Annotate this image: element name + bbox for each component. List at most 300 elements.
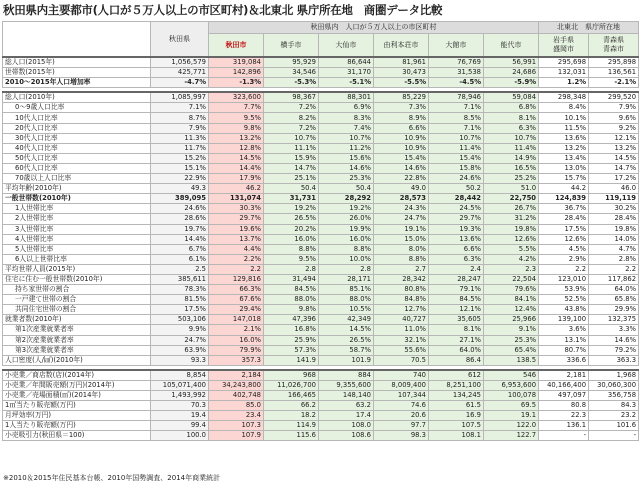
table-cell: 25.1% [264,174,319,184]
table-cell: - [589,431,639,441]
table-cell: 25.3% [319,174,374,184]
table-cell: 81.5% [151,295,209,305]
table-cell: 323,600 [209,92,264,103]
table-cell: 32.1% [374,335,429,345]
table-cell: 4.7% [589,244,639,254]
table-cell: 17.9% [209,174,264,184]
table-cell: 40,727 [374,315,429,325]
table-cell: 19.1% [374,224,429,234]
table-row [3,194,639,204]
table-cell: 88,301 [319,92,374,103]
table-cell: 9.8% [264,305,319,315]
table-cell: -5.5% [374,78,429,88]
table-cell: 31,494 [264,274,319,284]
table-cell: 8.7% [151,113,209,123]
table-cell: 336.6 [539,355,589,365]
row-label: 小売業／年間販売額(万円)(2014年) [3,380,151,390]
table-cell: 8.3% [319,113,374,123]
row-label: 共同住宅世帯の割合 [3,305,151,315]
table-cell: 7.2% [264,123,319,133]
table-cell: 132,031 [539,68,589,78]
table-cell: 2.9% [539,254,589,264]
table-cell: 2.1% [209,325,264,335]
table-cell: 132,375 [589,315,639,325]
table-cell: 7.9% [589,103,639,113]
table-cell: 24,686 [484,68,539,78]
table-cell: 10.9% [374,133,429,143]
table-cell: 42,349 [319,315,374,325]
table-cell: 2.5 [151,264,209,274]
table-cell: 14.6% [589,335,639,345]
table-cell: 85.0 [209,401,264,411]
table-cell: 27.1% [429,335,484,345]
table-row [3,184,639,194]
table-cell: 22,750 [484,194,539,204]
table-cell: 74.6 [374,401,429,411]
row-label: 人口密度(人/㎢)(2010年) [3,355,151,365]
table-row [3,295,639,305]
table-cell: 85.1% [319,285,374,295]
table-cell: 2,181 [539,370,589,381]
table-cell: 389,095 [151,194,209,204]
table-cell: 63.9% [151,345,209,355]
table-cell: 363.3 [589,355,639,365]
table-row [3,174,639,184]
table-cell: 22.8% [374,174,429,184]
table-cell: -5.1% [319,78,374,88]
header-city: 由利本荘市 [374,34,429,58]
table-cell: 88.0% [319,295,374,305]
row-label: 総人口(2010年) [3,92,151,103]
table-cell: 57.3% [264,345,319,355]
table-cell: 79.9% [209,345,264,355]
table-cell: 148,140 [319,391,374,401]
table-cell: 15.9% [264,153,319,163]
table-cell: 56,991 [484,57,539,68]
table-cell: 117,862 [589,274,639,284]
table-cell: 63.2 [319,401,374,411]
table-cell: 99.4 [151,421,209,431]
table-cell: 356,758 [589,391,639,401]
row-label: 4人世帯比率 [3,234,151,244]
table-cell: 28,573 [374,194,429,204]
table-cell: 11.2% [319,143,374,153]
table-cell: 8.8% [264,244,319,254]
table-cell: 385,611 [151,274,209,284]
table-cell: 65.4% [484,345,539,355]
table-cell: 59,084 [484,92,539,103]
table-cell: 2.2 [209,264,264,274]
row-label: 40代人口比率 [3,143,151,153]
footnote: ※2010＆2015年住民基本台帳、2010年国勢調査、2014年商業統計 [3,474,221,482]
market-data-table [2,21,639,441]
table-cell: 7.4% [319,123,374,133]
table-cell: 4.5% [539,244,589,254]
table-cell: 80.7% [539,345,589,355]
table-cell: 6,953,600 [484,380,539,390]
table-cell: 55.6% [374,345,429,355]
table-cell: 13.6% [539,133,589,143]
table-cell: 28,342 [374,274,429,284]
table-cell: 29.9% [589,305,639,315]
table-cell: 29.7% [429,214,484,224]
table-cell: 44.2 [539,184,589,194]
table-cell: 76,769 [429,57,484,68]
table-cell: 12.6% [484,234,539,244]
table-cell: 14.5% [589,153,639,163]
header-city: 大館市 [429,34,484,58]
table-cell: 26.0% [319,214,374,224]
table-cell: 11.1% [264,143,319,153]
table-cell: 28,247 [429,274,484,284]
table-cell: 119,119 [589,194,639,204]
table-cell: 319,084 [209,57,264,68]
table-cell: -5.9% [484,78,539,88]
table-cell: 35,605 [429,315,484,325]
table-cell: 105,071,400 [151,380,209,390]
table-cell: 425,771 [151,68,209,78]
table-cell: 15.0% [374,234,429,244]
table-cell: 299,520 [589,92,639,103]
table-cell: 98.3 [374,431,429,441]
table-cell: 11.7% [151,143,209,153]
table-row [3,305,639,315]
table-row [3,431,639,441]
table-cell: 14.4% [151,234,209,244]
table-cell: 23.2 [589,411,639,421]
table-cell: 64.0% [589,285,639,295]
header-city: 能代市 [484,34,539,58]
table-cell: 6.7% [151,244,209,254]
header-blank [3,22,151,58]
table-cell: 86.4 [429,355,484,365]
table-cell: 11.3% [151,133,209,143]
table-cell: 16.0% [319,234,374,244]
table-cell: 30,060,300 [589,380,639,390]
row-label: 世帯数(2015年) [3,68,151,78]
table-cell: 9.8% [209,123,264,133]
table-cell: 28,171 [319,274,374,284]
table-cell: 19.8% [589,224,639,234]
table-cell: 29.7% [209,214,264,224]
header-city: 横手市 [264,34,319,58]
table-cell: -5.3% [264,78,319,88]
table-row [3,204,639,214]
table-cell: 100.0 [151,431,209,441]
row-label: 2010～2015年人口増加率 [3,78,151,88]
table-cell: 7.2% [264,103,319,113]
table-cell: -4.7% [151,78,209,88]
table-cell: 34,546 [264,68,319,78]
table-row [3,411,639,421]
table-cell: 2.8 [319,264,374,274]
table-cell: 2.3 [484,264,539,274]
table-cell: 298,348 [539,92,589,103]
table-cell: 10.5% [319,305,374,315]
table-cell: 14.6% [319,163,374,173]
table-cell: 19.4 [151,411,209,421]
table-cell: 15.6% [319,153,374,163]
table-cell: 17.5% [151,305,209,315]
table-row [3,68,639,78]
table-cell: 19.3% [429,224,484,234]
table-cell: 24.5% [429,204,484,214]
row-label: 60代人口比率 [3,163,151,173]
header-city: 岩手県 盛岡市 [539,34,589,58]
table-row [3,355,639,365]
table-cell: 36.7% [539,204,589,214]
row-label: 1人世帯比率 [3,204,151,214]
table-row [3,315,639,325]
table-cell: 81,961 [374,57,429,68]
table-cell: 84.3 [589,401,639,411]
table-cell: 8.8% [374,254,429,264]
table-cell: 122.7 [484,431,539,441]
table-cell: 1,968 [589,370,639,381]
row-label: 2人世帯比率 [3,214,151,224]
table-cell: 50.2 [429,184,484,194]
table-cell: 26.5% [319,335,374,345]
table-cell: 31.2% [484,214,539,224]
table-cell: -4.5% [429,78,484,88]
table-cell: 8.8% [319,244,374,254]
table-cell: 402,748 [209,391,264,401]
table-cell: 6.6% [374,123,429,133]
table-row [3,143,639,153]
table-cell: 1.2% [539,78,589,88]
table-row [3,380,639,390]
table-cell: 50.4 [319,184,374,194]
table-cell: 10.0% [319,254,374,264]
table-cell: 26.7% [484,204,539,214]
table-cell: 147,018 [209,315,264,325]
table-cell: 7.7% [209,103,264,113]
table-cell: 31,538 [429,68,484,78]
table-cell: 78,946 [429,92,484,103]
table-cell: 14.7% [264,163,319,173]
table-cell: 8.1% [429,325,484,335]
table-cell: 18.2 [264,411,319,421]
table-cell: 10.7% [484,133,539,143]
table-cell: 107.3 [209,421,264,431]
table-cell: 11.0% [374,325,429,335]
table-cell: 84.5% [264,285,319,295]
table-cell: 968 [264,370,319,381]
table-row [3,370,639,381]
table-cell: 22.9% [151,174,209,184]
table-cell: 93.3 [151,355,209,365]
table-cell: 12.1% [429,305,484,315]
table-cell: 16.8% [264,325,319,335]
row-label: 平均年齢(2010年) [3,184,151,194]
row-label: 第2次産業就業者率 [3,335,151,345]
table-cell: 12.1% [589,133,639,143]
table-cell: 61.5 [429,401,484,411]
table-cell: 2.8% [589,254,639,264]
table-cell: 136.1 [539,421,589,431]
row-label: 70歳以上人口比率 [3,174,151,184]
table-cell: 4.2% [484,254,539,264]
table-cell: 15.2% [151,153,209,163]
table-cell: 7.1% [429,123,484,133]
row-label: 就業者数(2010年) [3,315,151,325]
table-cell: 14.5% [319,325,374,335]
table-cell: 13.4% [539,153,589,163]
table-cell: 26.5% [264,214,319,224]
table-cell: 95,929 [264,57,319,68]
table-cell: 2.4 [429,264,484,274]
table-row [3,274,639,284]
table-cell: 295,898 [589,57,639,68]
row-label: 10代人口比率 [3,113,151,123]
row-label: 小売業／売場面積(㎡)(2014年) [3,391,151,401]
table-cell: 19.2% [264,204,319,214]
row-label: 50代人口比率 [3,153,151,163]
table-cell: 79.1% [429,285,484,295]
table-cell: 84.1% [484,295,539,305]
table-cell: 34,243,800 [209,380,264,390]
table-cell: 24.3% [374,204,429,214]
table-cell: 9.5% [209,113,264,123]
table-cell: 19.8% [484,224,539,234]
table-cell: - [539,431,589,441]
table-cell: 12.7% [374,305,429,315]
table-cell: 1,493,992 [151,391,209,401]
table-cell: 84.8% [374,295,429,305]
row-label: 小売吸引力(秋田県＝100) [3,431,151,441]
table-cell: 9.2% [589,123,639,133]
table-cell: 12.4% [484,305,539,315]
table-cell: 14.9% [484,153,539,163]
table-cell: 65.8% [589,295,639,305]
table-row [3,103,639,113]
table-cell: 6.9% [319,103,374,113]
table-cell: 8.9% [374,113,429,123]
table-cell: 29.4% [209,305,264,315]
table-cell: 30.2% [589,204,639,214]
row-label: 総人口(2015年) [3,57,151,68]
row-label: 0～9歳人口比率 [3,103,151,113]
table-cell: 2,184 [209,370,264,381]
table-cell: 15.1% [151,163,209,173]
table-cell: 2.2 [539,264,589,274]
header-city: 大仙市 [319,34,374,58]
table-row [3,113,639,123]
table-cell: 23.4 [209,411,264,421]
table-cell: 43.8% [539,305,589,315]
table-cell: 67.6% [209,295,264,305]
table-cell: 6.8% [484,103,539,113]
table-cell: 884 [319,370,374,381]
table-cell: 78.3% [151,285,209,295]
table-cell: 53.9% [539,285,589,295]
table-row [3,153,639,163]
table-cell: 134,245 [429,391,484,401]
row-label: 第1次産業就業者率 [3,325,151,335]
table-cell: 123,010 [539,274,589,284]
table-cell: 16.0% [264,234,319,244]
table-cell: 25.9% [264,335,319,345]
table-cell: 8,251,100 [429,380,484,390]
table-row [3,163,639,173]
table-cell: 2.7 [374,264,429,274]
table-cell: 51.0 [484,184,539,194]
table-cell: 19.1 [484,411,539,421]
table-cell: 24.7% [151,335,209,345]
table-cell: 139,100 [539,315,589,325]
row-label: 30代人口比率 [3,133,151,143]
table-cell: 16.5% [484,163,539,173]
table-cell: 129,816 [209,274,264,284]
table-cell: 79.2% [589,345,639,355]
table-cell: 9.5% [264,254,319,264]
table-cell: 28.4% [539,214,589,224]
table-cell: 8.1% [484,113,539,123]
row-label: 第3次産業就業者率 [3,345,151,355]
table-cell: 25.3% [484,335,539,345]
table-row [3,57,639,68]
row-label: 6人以上世帯比率 [3,254,151,264]
table-row [3,285,639,295]
table-cell: 131,074 [209,194,264,204]
row-label: 一戸建て世帯の割合 [3,295,151,305]
table-cell: 122.0 [484,421,539,431]
table-cell: 497,097 [539,391,589,401]
table-row [3,123,639,133]
table-cell: 46.0 [589,184,639,194]
table-cell: 58.7% [319,345,374,355]
table-cell: 88.0% [264,295,319,305]
table-cell: 12.8% [209,143,264,153]
table-cell: 24.6% [429,174,484,184]
table-cell: 4.4% [209,244,264,254]
table-cell: 11.5% [539,123,589,133]
table-cell: 115.6 [264,431,319,441]
table-cell: 100,078 [484,391,539,401]
header-pref: 秋田県 [151,22,209,58]
table-cell: 16.0% [209,335,264,345]
table-cell: 50.4 [264,184,319,194]
table-cell: 8.2% [264,113,319,123]
table-cell: 31,170 [319,68,374,78]
table-row [3,244,639,254]
table-cell: 2.8 [264,264,319,274]
table-cell: 46.2 [209,184,264,194]
table-cell: 9.6% [589,113,639,123]
table-cell: 15.8% [429,163,484,173]
table-cell: 14.4% [209,163,264,173]
table-cell: 13.2% [209,133,264,143]
table-cell: 19.7% [151,224,209,234]
table-cell: 7.9% [151,123,209,133]
table-cell: 107.9 [209,431,264,441]
table-row [3,133,639,143]
table-cell: 80.8% [374,285,429,295]
table-row [3,345,639,355]
table-row [3,421,639,431]
table-cell: 7.1% [429,103,484,113]
table-cell: 49.0 [374,184,429,194]
row-label: 小売業／商店数(店)(2014年) [3,370,151,381]
table-cell: 31,731 [264,194,319,204]
table-cell: 24.7% [374,214,429,224]
table-cell: 14.6% [374,163,429,173]
table-cell: 66.2 [264,401,319,411]
table-cell: 9,355,600 [319,380,374,390]
row-label: 1㎡当たり販売額(万円) [3,401,151,411]
table-row [3,92,639,103]
page-title: 秋田県内主要都市(人口が５万人以上の市区町村)＆北東北 県庁所在地 商圏データ比較 [3,3,443,17]
